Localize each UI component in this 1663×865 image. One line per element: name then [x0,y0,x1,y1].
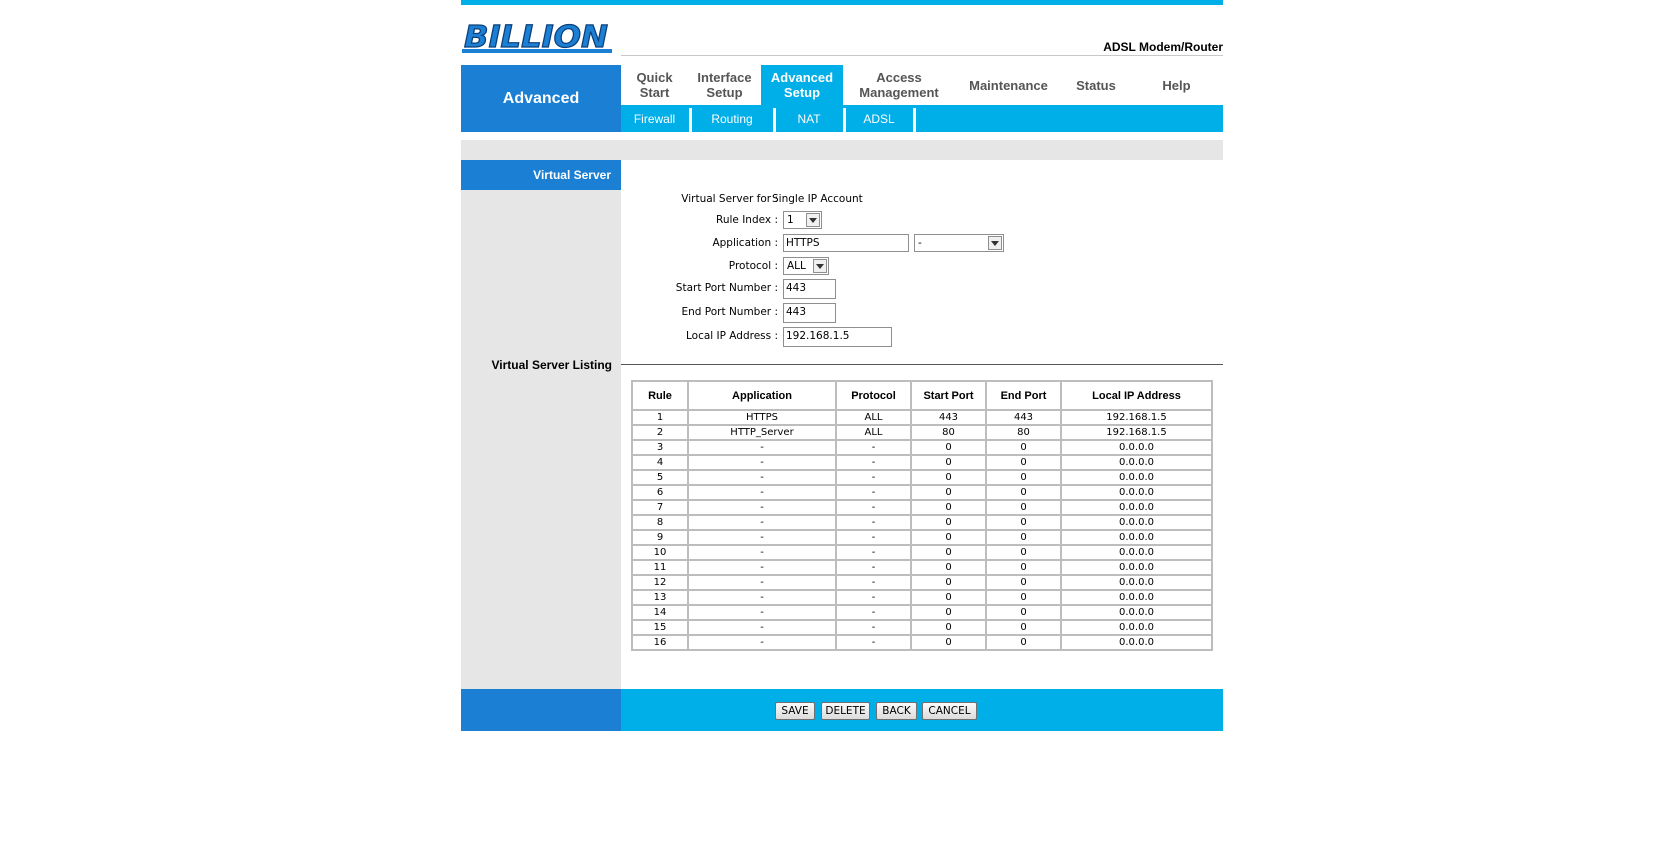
table-cell: - [837,531,912,546]
table-cell: 192.168.1.5 [1062,411,1211,426]
table-cell: ALL [837,411,912,426]
table-cell: 8 [633,516,689,531]
table-cell: 80 [912,426,987,441]
table-cell: 0 [987,471,1062,486]
table-cell: 0 [987,621,1062,636]
table-cell: - [837,441,912,456]
content-top-bar [461,140,1223,160]
table-cell: 0.0.0.0 [1062,576,1211,591]
table-cell: - [689,516,837,531]
col-application: Application [689,382,837,411]
virtual-server-for-row [621,190,1223,210]
table-row [633,591,1211,606]
table-cell: 13 [633,591,689,606]
menu-advanced-setup[interactable]: Advanced Setup [761,65,843,105]
table-cell: 0.0.0.0 [1062,486,1211,501]
table-cell: - [689,531,837,546]
table-row [633,531,1211,546]
rule-index-select[interactable] [783,211,822,229]
table-cell: - [837,621,912,636]
table-row [633,561,1211,576]
table-cell: 0 [912,516,987,531]
col-local-ip: Local IP Address [1062,382,1211,411]
rule-index-label: Rule Index : [716,214,778,226]
table-cell: 0 [987,501,1062,516]
table-cell: 0 [912,531,987,546]
table-cell: 0 [912,561,987,576]
table-cell: 0 [912,501,987,516]
sidebar-heading: Virtual Server [461,160,621,190]
rule-index-value: 1 [787,214,794,226]
table-body [633,411,1211,649]
rule-index-row [621,211,1223,231]
table-cell: - [837,546,912,561]
table-cell: - [837,516,912,531]
table-cell: - [689,606,837,621]
table-row [633,576,1211,591]
back-button[interactable]: BACK [876,702,917,720]
local-ip-row [621,327,1223,347]
chevron-down-icon [813,259,827,273]
logo-text: BILLION [464,20,608,55]
table-cell: 443 [912,411,987,426]
table-cell: 3 [633,441,689,456]
table-cell: - [689,471,837,486]
table-cell: - [689,636,837,649]
end-port-input[interactable]: 443 [783,303,836,323]
table-cell: 7 [633,501,689,516]
virtual-server-table [631,380,1213,651]
table-cell: 0 [912,576,987,591]
table-cell: 0 [912,441,987,456]
table-cell: 16 [633,636,689,649]
table-cell: 0.0.0.0 [1062,591,1211,606]
menu-quick-start[interactable]: Quick Start [636,70,673,100]
table-cell: 0 [912,471,987,486]
table-row [633,426,1211,441]
table-cell: - [837,606,912,621]
table-cell: HTTP_Server [689,426,837,441]
table-row [633,456,1211,471]
menu-interface-setup[interactable]: Interface Setup [697,70,752,100]
table-cell: - [837,591,912,606]
table-cell: 0.0.0.0 [1062,471,1211,486]
table-cell: 0 [912,591,987,606]
table-cell: - [689,561,837,576]
table-cell: - [689,576,837,591]
table-cell: - [689,486,837,501]
table-cell: - [837,561,912,576]
start-port-row [621,279,1223,299]
table-cell: 0 [912,486,987,501]
table-cell: 0.0.0.0 [1062,456,1211,471]
table-cell: 0 [987,591,1062,606]
table-cell: - [837,486,912,501]
application-input[interactable]: HTTPS [783,234,909,252]
end-port-label: End Port Number : [681,306,778,318]
table-cell: - [689,456,837,471]
save-button[interactable]: SAVE [775,702,815,720]
table-cell: 0 [987,546,1062,561]
table-cell: 0 [912,606,987,621]
table-cell: 1 [633,411,689,426]
table-cell: 0.0.0.0 [1062,441,1211,456]
table-cell: 0 [987,561,1062,576]
table-cell: - [837,636,912,649]
table-cell: - [689,621,837,636]
col-rule: Rule [633,382,689,411]
router-page [461,0,1223,865]
table-cell: 0 [987,606,1062,621]
col-protocol: Protocol [837,382,912,411]
chevron-down-icon [806,213,820,227]
table-row [633,411,1211,426]
submenu-nat[interactable]: NAT [797,111,821,126]
product-name: ADSL Modem/Router [1103,40,1223,54]
table-cell: 0.0.0.0 [1062,501,1211,516]
col-start-port: Start Port [912,382,987,411]
listing-divider [621,364,1223,365]
sub-menu [621,105,1223,132]
table-cell: 443 [987,411,1062,426]
table-cell: 0 [987,636,1062,649]
table-cell: - [689,441,837,456]
cancel-button[interactable]: CANCEL [922,702,977,720]
table-row [633,546,1211,561]
table-row [633,516,1211,531]
table-cell: 0 [987,486,1062,501]
table-cell: - [689,501,837,516]
table-cell: 12 [633,576,689,591]
chevron-down-icon [988,236,1002,250]
local-ip-input[interactable]: 192.168.1.5 [783,327,892,347]
table-cell: 5 [633,471,689,486]
application-label: Application : [712,237,778,249]
table-cell: 0 [987,516,1062,531]
table-cell: 0 [987,531,1062,546]
table-cell: 0.0.0.0 [1062,546,1211,561]
top-accent-bar [461,0,1223,5]
footer-button-bar [621,689,1223,731]
menu-help[interactable]: Help [1162,77,1191,93]
application-preset-select[interactable] [914,234,1004,252]
table-cell: 15 [633,621,689,636]
table-cell: 0.0.0.0 [1062,606,1211,621]
table-cell: 14 [633,606,689,621]
delete-button[interactable]: DELETE [821,702,870,720]
submenu-firewall[interactable]: Firewall [633,111,676,126]
table-cell: 11 [633,561,689,576]
table-cell: - [689,591,837,606]
virtual-server-for-label: Virtual Server for : [681,193,778,205]
table-cell: 6 [633,486,689,501]
table-cell: HTTPS [689,411,837,426]
table-cell: 0.0.0.0 [1062,621,1211,636]
submenu-adsl[interactable]: ADSL [863,111,895,126]
local-ip-label: Local IP Address : [685,330,778,342]
table-cell: 80 [987,426,1062,441]
table-cell: 0.0.0.0 [1119,637,1154,648]
table-cell: 0 [987,576,1062,591]
section-title: Advanced [461,65,621,132]
table-row [633,501,1211,516]
start-port-label: Start Port Number : [675,282,778,294]
submenu-routing[interactable]: Routing [711,111,753,126]
table-row [633,636,1211,649]
footer-left-bar [461,689,621,731]
table-cell: - [837,576,912,591]
table-cell: 0 [987,441,1062,456]
listing-label: Virtual Server Listing [491,358,612,372]
menu-status[interactable]: Status [1076,77,1116,93]
table-cell: - [837,501,912,516]
table-header-row [633,382,1211,411]
table-row [633,441,1211,456]
protocol-value: ALL [787,260,806,272]
application-preset-value: - [918,237,922,249]
left-sidebar [461,160,621,689]
table-cell: 0.0.0.0 [1062,531,1211,546]
table-cell: 9 [633,531,689,546]
table-cell: 0.0.0.0 [1062,561,1211,576]
col-end-port: End Port [987,382,1062,411]
submenu-separator [913,108,916,132]
table-cell: 0.0.0.0 [1062,516,1211,531]
header-divider [621,55,1223,56]
menu-maintenance[interactable]: Maintenance [969,77,1048,93]
table-cell: - [837,456,912,471]
table-cell: 2 [633,426,689,441]
table-cell: 0 [987,456,1062,471]
table-cell: 10 [633,546,689,561]
protocol-label: Protocol : [728,260,778,272]
table-row [633,486,1211,501]
virtual-server-for-value: Single IP Account [772,193,863,205]
table-cell: - [689,546,837,561]
table-cell: 0 [912,636,987,649]
table-cell: 0 [912,621,987,636]
table-cell: ALL [837,426,912,441]
table-row [633,606,1211,621]
end-port-row [621,303,1223,323]
main-menu [621,65,1223,105]
table-cell: 4 [633,456,689,471]
billion-logo [462,18,612,56]
table-cell: 0 [912,546,987,561]
table-row [633,471,1211,486]
application-row [621,234,1223,254]
menu-access-management[interactable]: Access Management [859,70,939,100]
start-port-input[interactable]: 443 [783,279,836,299]
table-cell: 0 [912,456,987,471]
table-row [633,621,1211,636]
table-cell: - [837,471,912,486]
protocol-select[interactable] [783,257,829,275]
table-cell: 192.168.1.5 [1062,426,1211,441]
protocol-row [621,257,1223,277]
